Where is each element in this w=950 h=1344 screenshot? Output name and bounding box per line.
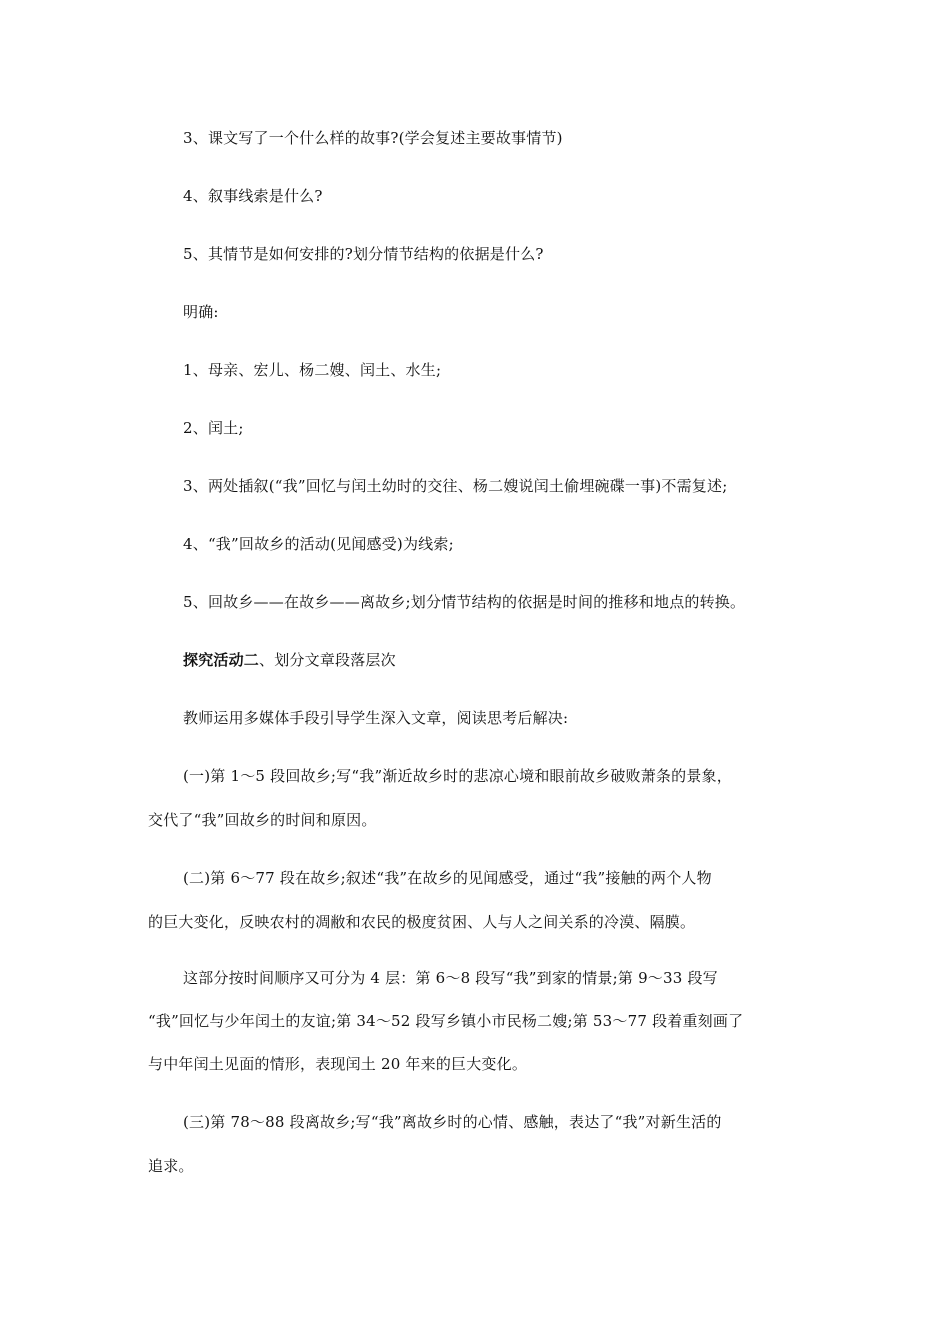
section-1-line-2: 交代了“我”回故乡的时间和原因。 xyxy=(148,811,377,829)
section-2-line-1: (二)第 6～77 段在故乡;叙述“我”在故乡的见闻感受，通过“我”接触的两个人物 xyxy=(183,869,712,887)
section-1-line-1: (一)第 1～5 段回故乡;写“我”渐近故乡时的悲凉心境和眼前故乡破败萧条的景象， xyxy=(183,767,732,785)
answer-1: 1、母亲、宏儿、杨二嫂、闰土、水生; xyxy=(183,361,442,379)
question-5: 5、其情节是如何安排的?划分情节结构的依据是什么? xyxy=(183,245,544,263)
section-2b-line-2: “我”回忆与少年闰土的友谊;第 34～52 段写乡镇小市民杨二嫂;第 53～77 段着重刻画了 xyxy=(148,1012,744,1030)
activity-title-bold: 探究活动二 xyxy=(183,651,260,669)
section-2b-line-3: 与中年闰土见面的情形，表现闰土 20 年来的巨大变化。 xyxy=(148,1055,528,1073)
activity-title-rest: 、划分文章段落层次 xyxy=(259,651,396,669)
section-2b-line-1: 这部分按时间顺序又可分为 4 层：第 6～8 段写“我”到家的情景;第 9～33 段写 xyxy=(183,969,718,987)
activity-heading xyxy=(183,650,396,670)
answer-5: 5、回故乡——在故乡——离故乡;划分情节结构的依据是时间的推移和地点的转换。 xyxy=(183,593,746,611)
question-3: 3、课文写了一个什么样的故事?(学会复述主要故事情节) xyxy=(183,129,563,147)
section-3-line-2: 追求。 xyxy=(148,1157,194,1175)
section-3-line-1: (三)第 78～88 段离故乡;写“我”离故乡时的心情、感触，表达了“我”对新生活的 xyxy=(183,1113,722,1131)
answer-heading: 明确: xyxy=(183,303,219,321)
section-2-line-2: 的巨大变化，反映农村的凋敝和农民的极度贫困、人与人之间关系的冷漠、隔膜。 xyxy=(148,913,696,931)
intro-paragraph: 教师运用多媒体手段引导学生深入文章，阅读思考后解决: xyxy=(183,709,569,727)
question-4: 4、叙事线索是什么? xyxy=(183,187,323,205)
answer-4: 4、“我”回故乡的活动(见闻感受)为线索; xyxy=(183,535,454,553)
answer-2: 2、闰土; xyxy=(183,419,244,437)
answer-3: 3、两处插叙(“我”回忆与闰土幼时的交往、杨二嫂说闰土偷埋碗碟一事)不需复述; xyxy=(183,477,728,495)
